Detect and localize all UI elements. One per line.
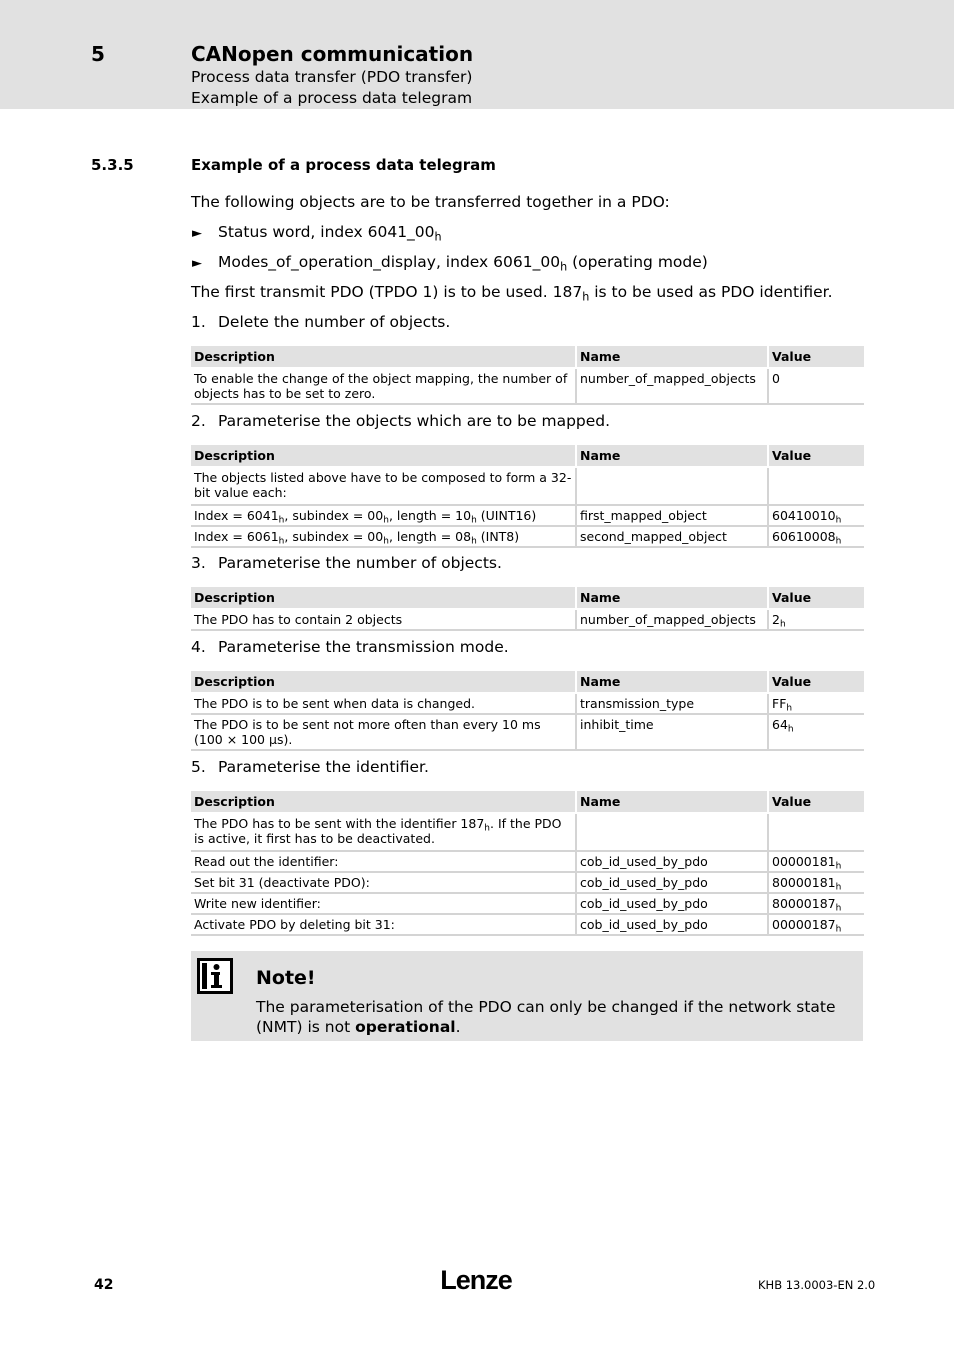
- header-description: Description: [191, 587, 576, 609]
- cell-name: inhibit_time: [576, 714, 768, 750]
- table-row: [191, 609, 864, 630]
- cell-description: To enable the change of the object mapping, the number of objects has to be set to zero.: [191, 368, 576, 404]
- table-row: [191, 693, 864, 714]
- table-row: [191, 851, 864, 872]
- header-subtitle-1: Process data transfer (PDO transfer): [191, 68, 473, 86]
- section-title: Example of a process data telegram: [191, 156, 496, 174]
- table-header-row: [191, 587, 864, 609]
- step-number: 5.: [191, 758, 206, 776]
- table-identifier: [191, 791, 864, 936]
- header-name: Name: [576, 346, 768, 368]
- step-text: Parameterise the number of objects.: [218, 554, 502, 572]
- header-description: Description: [191, 445, 576, 467]
- cell-value: $00000181_h$: [768, 851, 864, 872]
- note-box: [191, 951, 863, 1041]
- cell-value: $60610008_h$: [768, 526, 864, 547]
- cell-value: $60410010_h$: [768, 505, 864, 526]
- chapter-title: CANopen communication: [191, 42, 474, 66]
- cell-description: Activate PDO by deleting bit 31:: [191, 914, 576, 935]
- page-header: [0, 0, 954, 109]
- cell-name: first_mapped_object: [576, 505, 768, 526]
- header-value: Value: [768, 587, 864, 609]
- cell-value: $80000187_h$: [768, 893, 864, 914]
- cell-description: The PDO is to be sent not more often than every 10 ms (100 × 100 μs).: [191, 714, 576, 750]
- table-row: [191, 505, 864, 526]
- cell-description: The objects listed above have to be composed to form a 32-bit value each:: [191, 467, 576, 505]
- intro-paragraph: The following objects are to be transferred together in a PDO:: [191, 193, 670, 211]
- table-row: [191, 893, 864, 914]
- cell-value: $64_h$: [768, 714, 864, 750]
- table-row: [191, 813, 864, 851]
- header-value: Value: [768, 791, 864, 813]
- table-row: [191, 872, 864, 893]
- step-number: 2.: [191, 412, 206, 430]
- table-mapped-objects: [191, 445, 864, 548]
- note-title: Note!: [256, 967, 316, 989]
- table-header-row: [191, 671, 864, 693]
- table-row: [191, 526, 864, 547]
- step-text: Delete the number of objects.: [218, 313, 451, 331]
- header-name: Name: [576, 671, 768, 693]
- cell-value: $00000187_h$: [768, 914, 864, 935]
- table-row: [191, 914, 864, 935]
- cell-value: $FF_h$: [768, 693, 864, 714]
- lenze-logo: [436, 1263, 516, 1297]
- header-name: Name: [576, 445, 768, 467]
- info-icon: [197, 958, 233, 994]
- table-transmission-mode: [191, 671, 864, 751]
- step-text: Parameterise the transmission mode.: [218, 638, 509, 656]
- cell-description: Index = $6041_h$, subindex = $00_h$, length = $10_h$ (UINT16): [191, 505, 576, 526]
- section-number: 5.3.5: [91, 156, 134, 174]
- cell-value: [768, 813, 864, 851]
- header-subtitle-2: Example of a process data telegram: [191, 89, 473, 107]
- header-description: Description: [191, 791, 576, 813]
- table-number-of-objects: [191, 587, 864, 631]
- header-name: Name: [576, 587, 768, 609]
- table-row: [191, 714, 864, 750]
- step-text: Parameterise the objects which are to be mapped.: [218, 412, 611, 430]
- header-value: Value: [768, 671, 864, 693]
- table-delete-objects: [191, 346, 864, 405]
- cell-value: $80000181_h$: [768, 872, 864, 893]
- cell-value: $2_h$: [768, 609, 864, 630]
- step-number: 1.: [191, 313, 206, 331]
- cell-description: Index = $6061_h$, subindex = $00_h$, length = $08_h$ (INT8): [191, 526, 576, 547]
- cell-name: transmission_type: [576, 693, 768, 714]
- cell-name: [576, 467, 768, 505]
- bullet-arrow-icon: ►: [192, 256, 202, 271]
- document-id: KHB 13.0003-EN 2.0: [758, 1278, 876, 1292]
- table-header-row: [191, 791, 864, 813]
- cell-value: 0: [768, 368, 864, 404]
- table-row: [191, 467, 864, 505]
- bullet-arrow-icon: ►: [192, 226, 202, 241]
- page-number: 42: [94, 1277, 114, 1293]
- cell-name: cob_id_used_by_pdo: [576, 872, 768, 893]
- header-description: Description: [191, 671, 576, 693]
- bullet-modes-of-operation: Modes_of_operation_display, index $6061\_00_h$ (operating mode): [218, 253, 708, 274]
- cell-name: [576, 813, 768, 851]
- step-number: 3.: [191, 554, 206, 572]
- table-header-row: [191, 445, 864, 467]
- table-header-row: [191, 346, 864, 368]
- bullet-status-word: Status word, index $6041\_00_h$: [218, 223, 442, 244]
- cell-name: number_of_mapped_objects: [576, 368, 768, 404]
- cell-name: cob_id_used_by_pdo: [576, 851, 768, 872]
- cell-name: cob_id_used_by_pdo: [576, 914, 768, 935]
- cell-value: [768, 467, 864, 505]
- tpdo-paragraph: The first transmit PDO (TPDO 1) is to be used. $187_h$ is to be used as PDO identifier.: [191, 283, 833, 304]
- cell-name: cob_id_used_by_pdo: [576, 893, 768, 914]
- cell-description: Set bit 31 (deactivate PDO):: [191, 872, 576, 893]
- cell-description: The PDO is to be sent when data is changed.: [191, 693, 576, 714]
- step-text: Parameterise the identifier.: [218, 758, 429, 776]
- cell-description: Write new identifier:: [191, 893, 576, 914]
- note-text: The parameterisation of the PDO can only be changed if the network state (NMT) is not operational.: [256, 998, 836, 1036]
- header-value: Value: [768, 346, 864, 368]
- logo-text: Lenze: [440, 1265, 512, 1295]
- cell-description: The PDO has to be sent with the identifier $187_h$. If the PDO is active, it first has to be deactivated.: [191, 813, 576, 851]
- cell-description: The PDO has to contain 2 objects: [191, 609, 576, 630]
- header-name: Name: [576, 791, 768, 813]
- chapter-number: 5: [91, 42, 105, 66]
- step-number: 4.: [191, 638, 206, 656]
- header-value: Value: [768, 445, 864, 467]
- table-row: [191, 368, 864, 404]
- cell-description: Read out the identifier:: [191, 851, 576, 872]
- cell-name: second_mapped_object: [576, 526, 768, 547]
- cell-name: number_of_mapped_objects: [576, 609, 768, 630]
- header-description: Description: [191, 346, 576, 368]
